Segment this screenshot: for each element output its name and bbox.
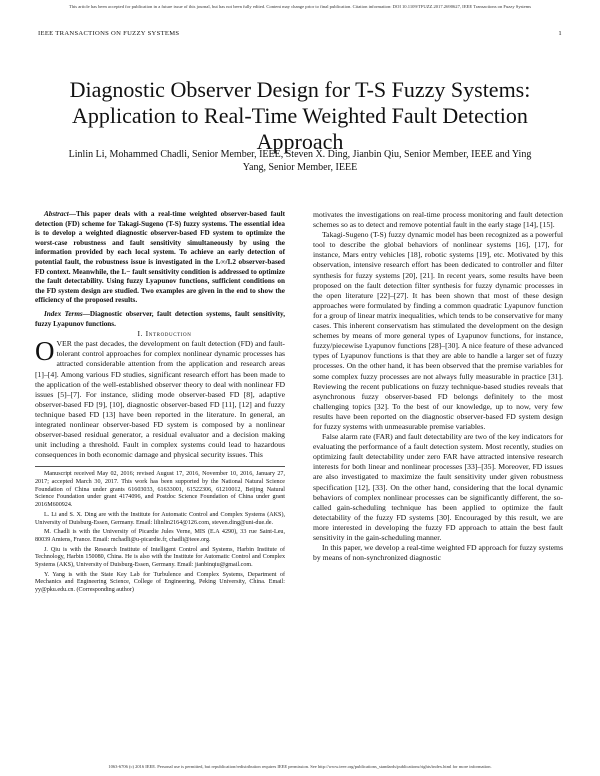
copyright-notice: 1063-6706 (c) 2016 IEEE. Personal use is permitted, but republication/redistribution requires IEEE permission. See http://www.ieee.org/publications_standards/publications/rights/index.html for more information. — [108, 764, 492, 769]
abstract-text: —This paper deals with a real-time weighted observer-based fault detection (FD) scheme for Takagi-Sugeno (T-S) fuzzy systems. The essential idea is to develop a weighted diagnostic observer-based FD system to optimize the worst-case robustness and fault sensitivity simultaneously by using the information provided by each local system. To achieve an early detection of potential fault, the robustness issue is investigated in the L∞/L2 observer-based FD context. Meanwhile, the L− fault sensitivity condition is addressed to optimize the fault detectability. Using fuzzy Lyapunov functions, sufficient conditions on the FD system design are studied. Two examples are given in the end to show the efficiency of the proposed results. — [35, 210, 285, 305]
left-column — [35, 210, 285, 597]
section-heading: I. Introduction — [137, 329, 192, 339]
abstract — [35, 210, 285, 306]
index-terms — [35, 310, 285, 329]
footnotes — [35, 466, 285, 595]
intro-paragraph — [35, 336, 285, 460]
top-notice: This article has been accepted for publication in a future issue of this journal, but has not been fully edited. Content may change prior to final publication. Citation information: DOI 10.1109/TFUZZ.2017.2690627, IEEE Transactions on Fuzzy Systems — [68, 4, 532, 9]
page-number: 1 — [558, 30, 562, 37]
body-paragraph: In this paper, we develop a real-time weighted FD approach for fuzzy systems by means of non-synchronized diagnostic — [313, 543, 563, 563]
footnote: L. Li and S. X. Ding are with the Institute for Automatic Control and Complex Systems (AKS), University of Duisburg-Essen, Germany. Email: lilinlin2164@126.com, steven.ding@uni-due.de. — [35, 511, 285, 526]
right-column — [313, 210, 563, 563]
footnote: M. Chadli is with the University of Picardie Jules Verne, MIS (E.A 4290), 33 rue Saint-Leu, 80039 Amiens, France. Email: mchadli@u-picardie.fr, chadli@ieee.org. — [35, 529, 285, 543]
footnote: J. Qiu is with the Research Institute of Intelligent Control and Systems, Harbin Institute of Technology, Harbin 150080, China. He is also with the Institute for Automatic Control and Complex Systems (AKS), University of Duisburg-Essen, Germany. Email: jianbinqiu@gmail.com. — [35, 546, 285, 569]
abstract-lead: Abstract — [44, 210, 69, 218]
journal-name: IEEE TRANSACTIONS ON FUZZY SYSTEMS — [38, 30, 180, 37]
index-terms-lead: Index Terms — [44, 309, 83, 318]
intro-text: VER the past decades, the development on fault detection (FD) and fault-tolerant control approaches for complex nonlinear dynamic processes has attracted considerable attention from the application and research areas [1]–[4]. Among various FD studies, significant research effort has been made to the application of the well-established observer theory to deal with nonlinear FD issues [5]–[7]. For instance, sliding mode observer-based FD [8], adaptive observer-based FD [9], [10], diagnostic observer-based FD [11], [12] and fuzzy technique based FD [13] have been reported in the literature. In general, an integrated nonlinear observer-based FD system is composed by a nonlinear observer-based residual generator, a residual evaluator and a decision making unit including a threshold. Fault in complex systems could lead to hazardous consequences in both economic damage and physical security issues. This — [35, 339, 285, 460]
body-paragraph: False alarm rate (FAR) and fault detectability are two of the key indicators for evaluating the performance of a fault detection system. Most recently, studies on optimizing fault detectability under zero FAR have attracted intensive research interests for both linear and nonlinear processes [33]–[35]. Moreover, FD issues are also investigated to maximize the fault sensitivity under given robustness specification [12], [33]. On the other hand, considering that the local dynamic behaviors of complex nonlinear processes can be significantly different, the so-called gain-scheduling technique has been applied to optimize the fault detectability of the fuzzy FD systems [30]. Encouraged by this result, we are more interested in developing the fuzzy FD approach to attain the best fault sensitivity in the gain-scheduling manner. — [313, 432, 563, 542]
body-paragraph: motivates the investigations on real-time process monitoring and fault detection schemes so as to detect and remove potential fault in the early stage [14], [15]. — [313, 210, 563, 230]
footnote: Y. Yang is with the State Key Lab for Turbulence and Complex Systems, Department of Mechanics and Engineering Science, College of Engineering, Peking University, China. Email: yy@pku.edu.cn. (Corresponding author) — [35, 571, 285, 594]
index-terms-text: —Diagnostic observer, fault detection systems, fault sensitivity, fuzzy Lyapunov functions. — [35, 309, 286, 328]
running-head — [38, 30, 562, 37]
author-list: Linlin Li, Mohammed Chadli, Senior Member, IEEE, Steven X. Ding, Jianbin Qiu, Senior Member, IEEE and Ying Yang, Senior Member, IEEE — [68, 149, 532, 173]
footnote: Manuscript received May 02, 2016; revised August 17, 2016, November 10, 2016, January 27, 2017; accepted March 30, 2017. This work has been supported by the National Natural Science Foundation of China under grants 61603033, 61633001, 61522306, 61210012, Beijing Natural Science Foundation under grant 4174096, and Postdoc Science Foundation of China under grant 2016M600924. — [35, 471, 285, 509]
body-paragraph: Takagi-Sugeno (T-S) fuzzy dynamic model has been recognized as a powerful tool to describe the global behaviors of nonlinear systems [16], [17], for instance, Mars entry vehicles [18], robotic systems [19], etc. Motivated by this observation, intensive research effort has been dedicated to controller and filter synthesis for fuzzy systems [20], [21]. In recent years, some results have been proposed on the fault detection filter synthesis for fuzzy dynamic processes in the open literature [22]–[27]. It has been shown that most of these design approaches were formulated by finding a common quadratic Lyapunov function for a group of linear matrix inequalities, which tends to be conservative for many cases. This inherent conservatism has stimulated the development on the design schemes by means of more general types of Lyapunov functions, for instance, fuzzy/piecewise Lyapunov functions [28]–[30]. A nice feature of these advanced types of Lyapunov functions is that they are able to handle a larger set of fuzzy processes. On the other hand, it has been observed that the premise variables for some complex fuzzy processes are not always fully measurable in practice [31]. Reviewing the recent publications on fuzzy technique-based studies reveals that asynchronous fuzzy observer-based FD belongs definitely to the most challenging topics [32]. To the best of our knowledge, up to now, very few results have been reported on the diagnostic observer-based FD system design for fuzzy systems with unmeasurable premise variables. — [313, 230, 563, 431]
paper-title: Diagnostic Observer Design for T-S Fuzzy Systems: Application to Real-Time Weighted Fault Detection Approach — [69, 76, 531, 154]
drop-cap: O — [35, 336, 55, 367]
